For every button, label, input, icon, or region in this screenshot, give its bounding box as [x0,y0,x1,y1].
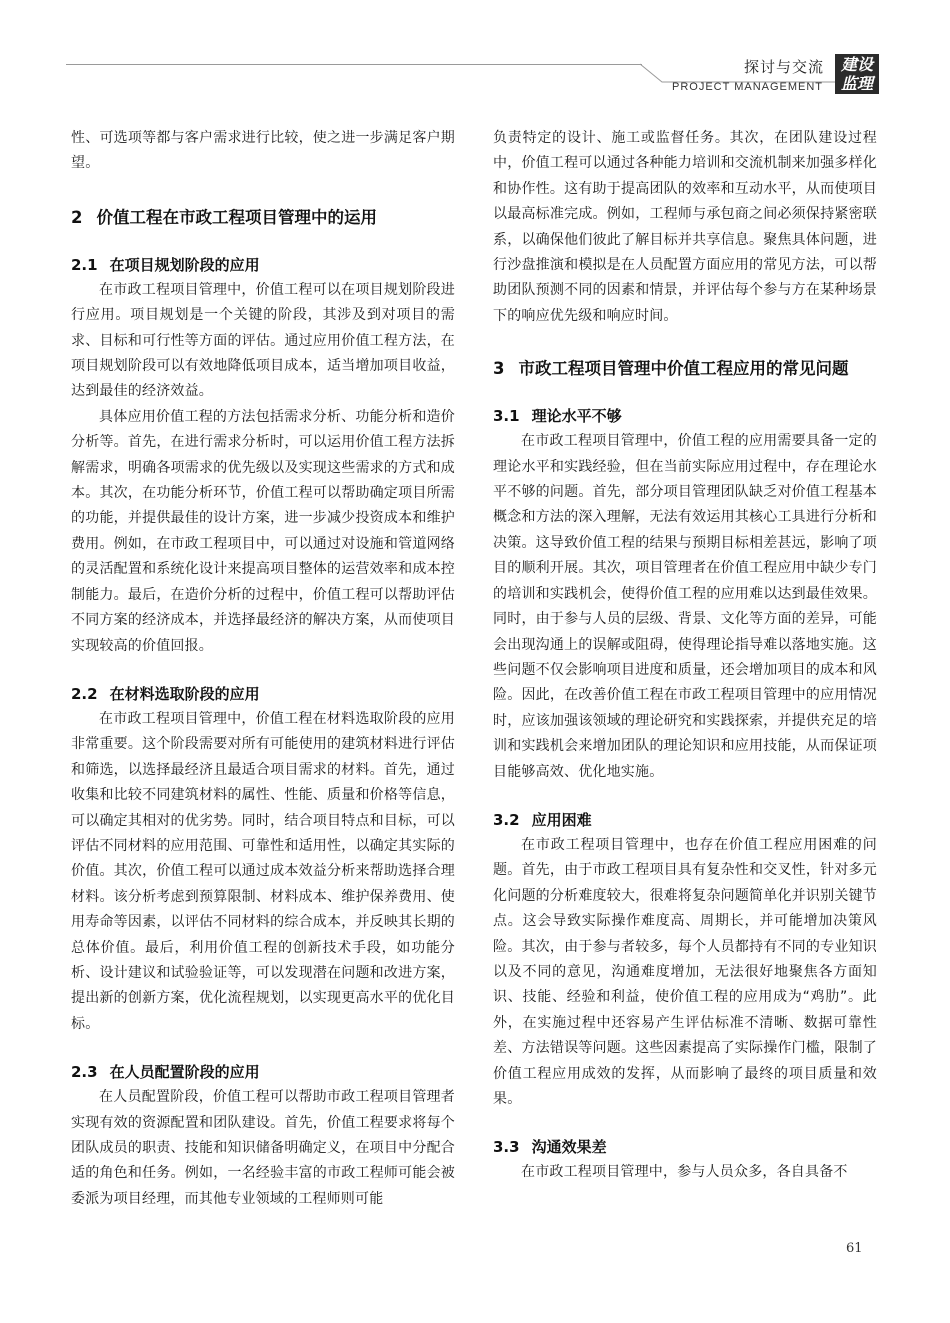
section-title: 市政工程项目管理中价值工程应用的常见问题 [518,359,849,379]
section-heading-3 [493,355,877,383]
subsection-heading-2-1 [71,252,455,278]
paragraph: 在市政工程项目管理中，价值工程可以在项目规划阶段进行应用。项目规划是一个关键的阶段，其涉及到对项目的需求、目标和可行性等方面的评估。通过应用价值工程方法，在项目规划阶段可以有效地降低项目成本，适当增加项目收益，达到最佳的经济效益。 [71,281,455,400]
paragraph: 具体应用价值工程的方法包括需求分析、功能分析和造价分析等。首先，在进行需求分析时，可以运用价值工程方法拆解需求，明确各项需求的优先级以及实现这些需求的方式和成本。其次，在功能分析环节，价值工程可以帮助确定项目所需的功能，并提供最佳的设计方案，进一步减少投资成本和维护费用。例如，在市政工程项目中，可以通过对设施和管道网络的灵活配置和系统化设计来提高项目整体的运营效率和成本控制能力。最后，在造价分析的过程中，价值工程可以帮助评估不同方案的经济成本，并选择最经济的解决方案，从而使项目实现较高的价值回报。 [71,408,455,654]
section-number: 2 [71,207,83,227]
subsection-title: 在项目规划阶段的应用 [109,255,260,274]
paragraph: 在市政工程项目管理中，也存在价值工程应用困难的问题。首先，由于市政工程项目具有复杂性和交叉性，针对多元化问题的分析难度较大，很难将复杂问题简单化并识别关键节点。这会导致实际操作难度高、周期长，并可能增加决策风险。其次，由于参与者较多，每个人员都持有不同的专业知识以及不同的意见，沟通难度增加，无法很好地聚焦各方面知识、技能、经验和利益，使价值工程的应用成为“鸡肋”。此外，在实施过程中还容易产生评估标准不清晰、数据可靠性差、方法错误等问题。这些因素提高了实际操作门槛，限制了价值工程应用成效的发挥，从而影响了最终的项目质量和效果。 [493,836,877,1107]
journal-section-subtitle: PROJECT MANAGEMENT [672,81,824,93]
subsection-heading-3-2 [493,807,877,833]
subsection-title: 在人员配置阶段的应用 [109,1063,260,1082]
logo-line-1: 建设 [840,55,873,74]
header-rule [66,64,642,65]
section-heading-2 [71,204,455,232]
subsection-title: 在材料选取阶段的应用 [109,684,260,703]
paragraph: 在市政工程项目管理中，价值工程在材料选取阶段的应用非常重要。这个阶段需要对所有可能使用的建筑材料进行评估和筛选，以选择最经济且最适合项目需求的材料。首先，通过收集和比较不同建筑材料的属性、性能、质量和价格等信息，可以确定其相对的优劣势。同时，结合项目特点和目标，可以评估不同材料的应用范围、可靠性和适用性，以确定其实际的价值。其次，价值工程可以通过成本效益分析来帮助选择合理材料。该分析考虑到预算限制、材料成本、维护保养费用、使用寿命等因素，以评估不同材料的综合成本，并反映其长期的总体价值。最后，利用价值工程的创新技术手段，如功能分析、设计建议和试验验证等，可以发现潜在问题和改进方案，提出新的创新方案，优化流程规划，以实现更高水平的优化目标。 [71,710,455,1032]
subsection-number: 2.3 [71,1063,98,1082]
paragraph: 在市政工程项目管理中，参与人员众多，各自具备不 [521,1164,848,1181]
subsection-number: 2.2 [71,684,98,703]
subsection-heading-2-3 [71,1059,455,1085]
paragraph: 在市政工程项目管理中，价值工程的应用需要具备一定的理论水平和实践经验，但在当前实际应用过程中，存在理论水平不够的问题。首先，部分项目管理团队缺乏对价值工程基本概念和方法的深入理解，无法有效运用其核心工具进行分析和决策。这导致价值工程的结果与预期目标相差甚远，影响了项目的顺利开展。其次，项目管理者在价值工程应用中缺少专门的培训和实践机会，使得价值工程的应用难以达到最佳效果。同时，由于参与人员的层级、背景、文化等方面的差异，可能会出现沟通上的误解或阻碍，使得理论指导难以落地实施。这些问题不仅会影响项目进度和质量，还会增加项目的成本和风险。因此，在改善价值工程在市政工程项目管理中的应用情况时，应该加强该领域的理论研究和实践探索，并提供充足的培训和实践机会来增加团队的理论知识和应用技能，从而保证项目能够高效、优化地实施。 [493,433,877,780]
page-number: 61 [846,1241,863,1256]
left-column [71,126,455,1212]
subsection-number: 3.2 [493,810,520,829]
paragraph-continued: 性、可选项等都与客户需求进行比较，使之进一步满足客户期望。 [71,130,455,172]
subsection-title: 理论水平不够 [531,407,622,426]
journal-section-title: 探讨与交流 [744,58,825,76]
paragraph: 在人员配置阶段，价值工程可以帮助市政工程项目管理者实现有效的资源配置和团队建设。首先，价值工程要求将每个团队成员的职责、技能和知识储备明确定义，在项目中分配合适的角色和任务。例如，一名经验丰富的市政工程师可能会被委派为项目经理，而其他专业领域的工程师则可能 [71,1089,455,1207]
section-title: 价值工程在市政工程项目管理中的运用 [96,207,377,227]
section-number: 3 [493,359,505,379]
paragraph-continued: 负责特定的设计、施工或监督任务。其次，在团队建设过程中，价值工程可以通过各种能力培训和交流机制来加强多样化和协作性。这有助于提高团队的效率和互动水平，从而使项目以最高标准完成。例如，工程师与承包商之间必须保持紧密联系，以确保他们彼此了解目标并共享信息。聚焦具体问题，进行沙盘推演和模拟是在人员配置方面应用的常见方法，可以帮助团队预测不同的因素和情景，并评估每个参与方在某种场景下的响应优先级和响应时间。 [493,130,877,324]
journal-logo [835,54,879,94]
subsection-number: 3.1 [493,407,520,426]
logo-line-2: 监理 [840,74,873,93]
right-column [493,126,877,1186]
subsection-title: 应用困难 [531,810,592,829]
subsection-heading-3-3 [493,1134,877,1160]
subsection-number: 3.3 [493,1138,520,1157]
subsection-title: 沟通效果差 [531,1138,607,1157]
subsection-heading-3-1 [493,403,877,429]
subsection-heading-2-2 [71,681,455,707]
subsection-number: 2.1 [71,255,98,274]
